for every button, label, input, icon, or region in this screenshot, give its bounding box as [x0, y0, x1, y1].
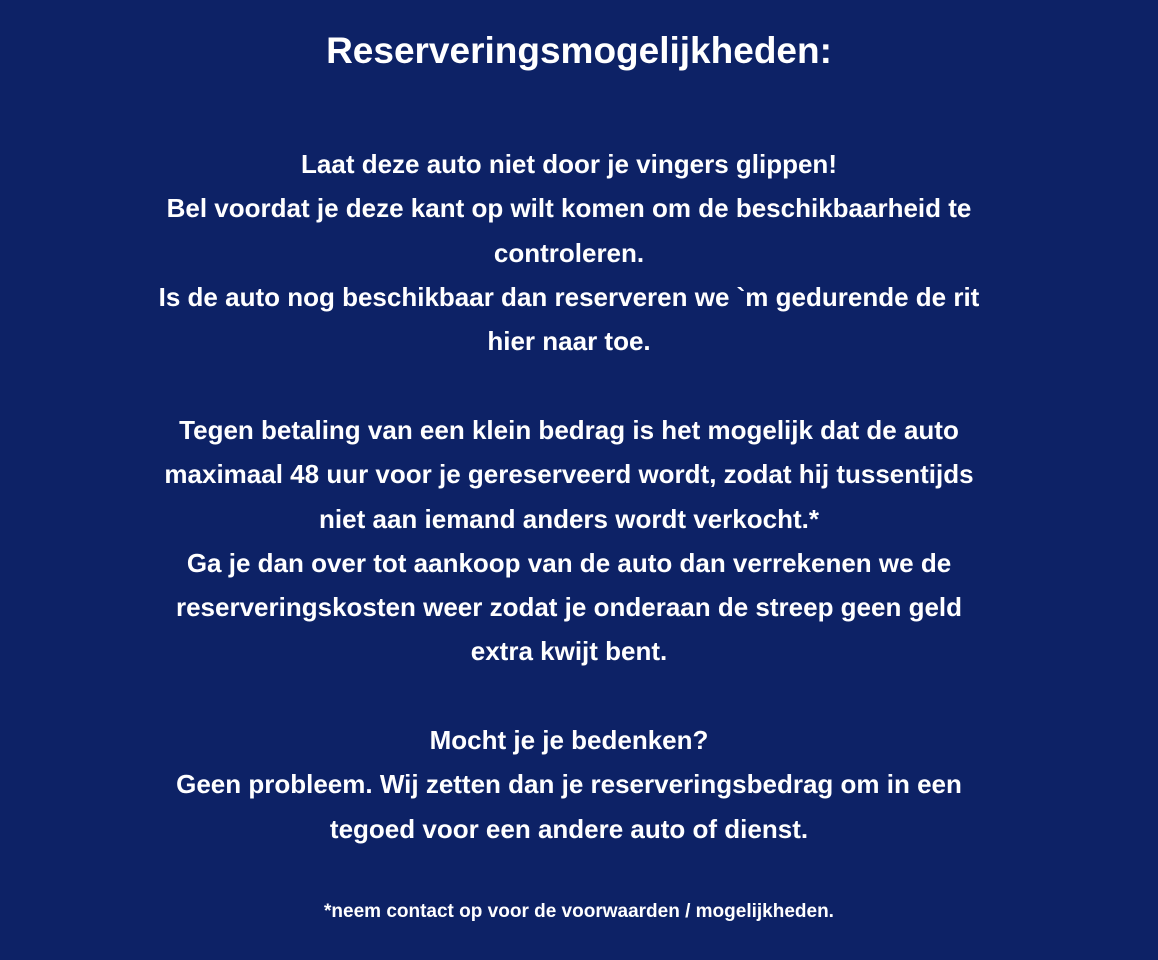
text-line: tegoed voor een andere auto of dienst.: [329, 813, 809, 844]
text-line: maximaal 48 uur voor je gereserveerd wordt, zodat hij tussentijds: [164, 459, 974, 490]
page-title: Reserveringsmogelijkheden:: [326, 30, 832, 71]
availability-paragraph: [60, 142, 1078, 363]
text-line: controleren.: [493, 237, 645, 268]
footnote: *neem contact op voor de voorwaarden / mogelijkheden.: [324, 901, 834, 922]
text-line: Bel voordat je deze kant op wilt komen om de beschikbaarheid te: [166, 193, 972, 224]
text-line: Tegen betaling van een klein bedrag is het mogelijk dat de auto: [179, 415, 959, 445]
text-line: extra kwijt bent.: [470, 636, 668, 667]
cancellation-paragraph: [60, 718, 1078, 851]
text-line: reserveringskosten weer zodat je onderaan de streep geen geld: [175, 592, 963, 623]
text-line: Mocht je je bedenken?: [429, 725, 709, 755]
text-line: hier naar toe.: [487, 326, 651, 357]
text-line: Is de auto nog beschikbaar dan reserveren we `m gedurende de rit: [158, 281, 980, 312]
payment-paragraph: [60, 408, 1078, 674]
text-line: niet aan iemand anders wordt verkocht.*: [319, 503, 819, 534]
text-line: Ga je dan over tot aankoop van de auto dan verrekenen we de: [186, 547, 952, 578]
text-line: Laat deze auto niet door je vingers glippen!: [301, 149, 837, 179]
text-line: Geen probleem. Wij zetten dan je reserveringsbedrag om in een: [176, 769, 962, 800]
